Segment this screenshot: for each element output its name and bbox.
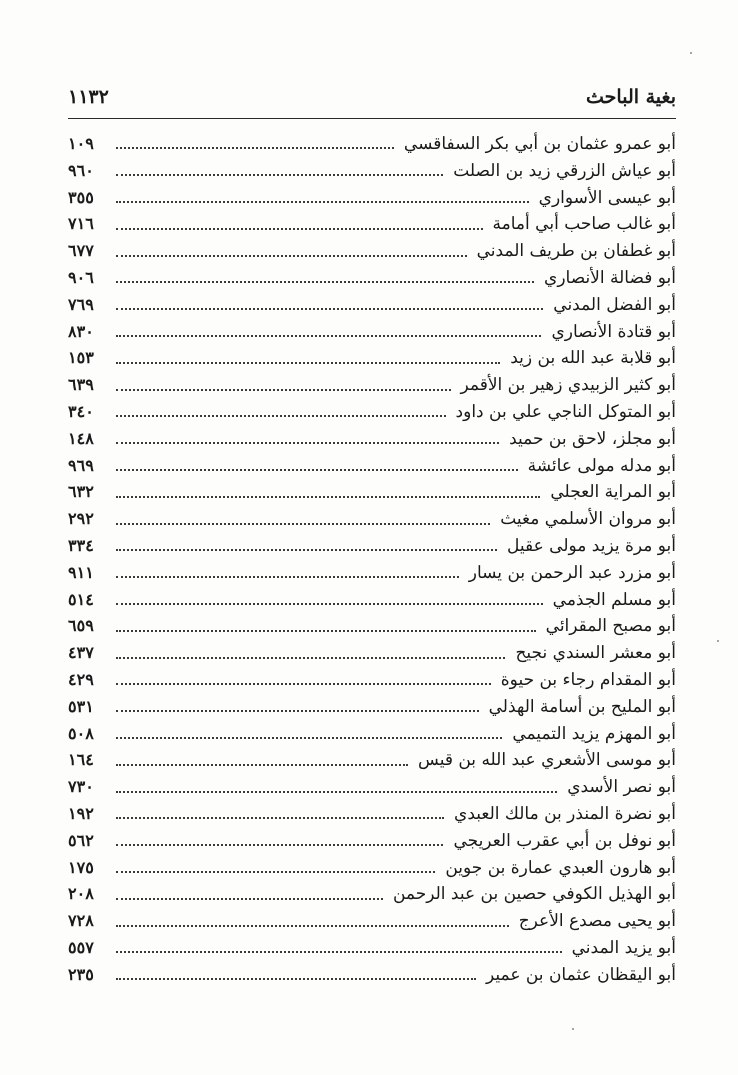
entry-page-number: ١٦٤ xyxy=(68,750,94,770)
entry-name: أبو الفضل المدني xyxy=(553,294,676,315)
entry-page-number: ١٤٨ xyxy=(68,428,94,448)
dot-leader xyxy=(116,549,497,551)
index-entry xyxy=(68,560,676,587)
scan-speck xyxy=(717,640,719,642)
index-entry xyxy=(68,747,676,774)
index-entry xyxy=(68,694,676,721)
entry-name: أبو مسلم الجذمي xyxy=(552,589,676,610)
dot-leader xyxy=(116,281,534,283)
entry-name: أبو المليح بن أسامة الهذلي xyxy=(488,696,676,717)
entry-page-number: ٧٢٨ xyxy=(68,911,94,931)
index-entry xyxy=(68,399,676,426)
entry-name: أبو يحيى مصدع الأعرج xyxy=(518,911,676,932)
dot-leader xyxy=(116,764,408,766)
entry-page-number: ٥٦٢ xyxy=(68,830,94,850)
index-entry xyxy=(68,131,676,158)
entry-page-number: ٤٢٩ xyxy=(68,669,94,689)
entry-name: أبو عياش الزرقي زيد بن الصلت xyxy=(453,160,676,181)
dot-leader xyxy=(116,710,479,712)
index-entry xyxy=(68,238,676,265)
book-title: بغية الباحث xyxy=(586,86,676,108)
entry-page-number: ٤٣٧ xyxy=(68,643,94,663)
dot-leader xyxy=(116,630,536,632)
index-entry xyxy=(68,828,676,855)
entry-page-number: ٨٣٠ xyxy=(68,321,94,341)
dot-leader xyxy=(116,871,435,873)
entry-page-number: ٩١١ xyxy=(68,562,94,582)
dot-leader xyxy=(116,389,451,391)
dot-leader xyxy=(116,201,529,203)
dot-leader xyxy=(116,925,509,927)
entry-page-number: ٥٠٨ xyxy=(68,723,94,743)
entry-page-number: ٢٩٢ xyxy=(68,509,94,529)
index-entry xyxy=(68,158,676,185)
dot-leader xyxy=(116,791,557,793)
index-entry xyxy=(68,855,676,882)
entry-page-number: ١٧٥ xyxy=(68,857,94,877)
dot-leader xyxy=(116,817,444,819)
entry-name: أبو غطفان بن طريف المدني xyxy=(476,241,676,262)
index-entry xyxy=(68,774,676,801)
entry-page-number: ٦٧٧ xyxy=(68,241,94,261)
scan-speck xyxy=(690,52,692,54)
dot-leader xyxy=(116,683,491,685)
index-entry xyxy=(68,962,676,989)
entry-name: أبو موسى الأشعري عبد الله بن قيس xyxy=(418,750,676,771)
dot-leader xyxy=(116,228,483,230)
entry-page-number: ٦٣٩ xyxy=(68,375,94,395)
entry-page-number: ٧١٦ xyxy=(68,214,94,234)
index-list xyxy=(68,131,676,989)
entry-name: أبو كثير الزبيدي زهير بن الأقمر xyxy=(460,375,676,396)
entry-page-number: ٦٥٩ xyxy=(68,616,94,636)
entry-name: أبو مدله مولى عائشة xyxy=(527,455,676,476)
header-rule xyxy=(68,118,676,119)
index-entry xyxy=(68,640,676,667)
entry-name: أبو الهذيل الكوفي حصين بن عبد الرحمن xyxy=(392,884,676,905)
index-entry xyxy=(68,265,676,292)
entry-name: أبو مروان الأسلمي مغيث xyxy=(500,509,676,530)
entry-page-number: ٣٤٠ xyxy=(68,401,94,421)
index-entry xyxy=(68,881,676,908)
entry-name: أبو مصبح المقرائي xyxy=(545,616,676,637)
dot-leader xyxy=(116,898,383,900)
index-entry xyxy=(68,908,676,935)
index-entry xyxy=(68,319,676,346)
running-header xyxy=(68,80,676,114)
entry-name: أبو نوفل بن أبي عقرب العريجي xyxy=(453,830,676,851)
entry-page-number: ٩٦٩ xyxy=(68,455,94,475)
dot-leader xyxy=(116,978,476,980)
index-entry xyxy=(68,935,676,962)
dot-leader xyxy=(116,362,500,364)
index-entry xyxy=(68,185,676,212)
entry-name: أبو فضالة الأنصاري xyxy=(544,267,676,288)
index-entry xyxy=(68,372,676,399)
entry-name: أبو قلابة عبد الله بن زيد xyxy=(510,348,676,369)
dot-leader xyxy=(116,469,518,471)
entry-name: أبو معشر السندي نجيح xyxy=(515,643,676,664)
dot-leader xyxy=(116,335,541,337)
index-entry xyxy=(68,453,676,480)
entry-page-number: ٢٣٥ xyxy=(68,964,94,984)
index-entry xyxy=(68,801,676,828)
entry-name: أبو قتادة الأنصاري xyxy=(551,321,676,342)
dot-leader xyxy=(116,255,467,257)
entry-name: أبو المهزم يزيد التميمي xyxy=(512,723,676,744)
entry-page-number: ٩٠٦ xyxy=(68,267,94,287)
dot-leader xyxy=(116,442,499,444)
entry-name: أبو المتوكل الناجي علي بن داود xyxy=(455,401,676,422)
entry-page-number: ٦٣٢ xyxy=(68,482,94,502)
entry-page-number: ٣٣٤ xyxy=(68,535,94,555)
dot-leader xyxy=(116,657,505,659)
index-entry xyxy=(68,587,676,614)
dot-leader xyxy=(116,737,502,739)
entry-name: أبو نصر الأسدي xyxy=(567,777,676,798)
dot-leader xyxy=(116,308,543,310)
entry-name: أبو يزيد المدني xyxy=(571,937,676,958)
entry-page-number: ٥١٤ xyxy=(68,589,94,609)
entry-name: أبو المراية العجلي xyxy=(550,482,676,503)
index-entry xyxy=(68,479,676,506)
index-entry xyxy=(68,533,676,560)
entry-page-number: ٥٥٧ xyxy=(68,937,94,957)
dot-leader xyxy=(116,603,543,605)
entry-page-number: ١٠٩ xyxy=(68,134,94,153)
entry-name: أبو مجلز، لاحق بن حميد xyxy=(509,428,676,449)
entry-page-number: ١٥٣ xyxy=(68,348,94,368)
dot-leader xyxy=(116,147,394,149)
dot-leader xyxy=(116,844,443,846)
entry-page-number: ٥٣١ xyxy=(68,696,94,716)
index-entry xyxy=(68,613,676,640)
entry-name: أبو غالب صاحب أبي أمامة xyxy=(492,214,676,235)
dot-leader xyxy=(116,415,446,417)
entry-name: أبو اليقظان عثمان بن عمير xyxy=(485,964,676,985)
page-number: ١١٣٢ xyxy=(68,86,109,108)
dot-leader xyxy=(116,496,540,498)
entry-name: أبو مزرد عبد الرحمن بن يسار xyxy=(468,562,676,583)
entry-page-number: ٧٣٠ xyxy=(68,777,94,797)
dot-leader xyxy=(116,951,562,953)
dot-leader xyxy=(116,174,443,176)
entry-name: أبو المقدام رجاء بن حيوة xyxy=(500,669,676,690)
dot-leader xyxy=(116,523,490,525)
entry-name: أبو عمرو عثمان بن أبي بكر السفاقسي xyxy=(403,134,676,154)
index-entry xyxy=(68,211,676,238)
entry-page-number: ١٩٢ xyxy=(68,803,94,823)
index-entry xyxy=(68,345,676,372)
index-entry xyxy=(68,721,676,748)
entry-page-number: ٧٦٩ xyxy=(68,294,94,314)
index-entry xyxy=(68,667,676,694)
scan-speck xyxy=(572,1028,574,1030)
entry-name: أبو مرة يزيد مولى عقيل xyxy=(507,535,676,556)
index-entry xyxy=(68,506,676,533)
entry-page-number: ٣٥٥ xyxy=(68,187,94,207)
entry-name: أبو نضرة المنذر بن مالك العبدي xyxy=(454,803,676,824)
entry-name: أبو هارون العبدي عمارة بن جوين xyxy=(445,857,676,878)
dot-leader xyxy=(116,576,459,578)
entry-page-number: ٢٠٨ xyxy=(68,884,94,904)
index-entry xyxy=(68,292,676,319)
index-entry xyxy=(68,426,676,453)
entry-name: أبو عيسى الأسواري xyxy=(538,187,676,208)
entry-page-number: ٩٦٠ xyxy=(68,160,94,180)
